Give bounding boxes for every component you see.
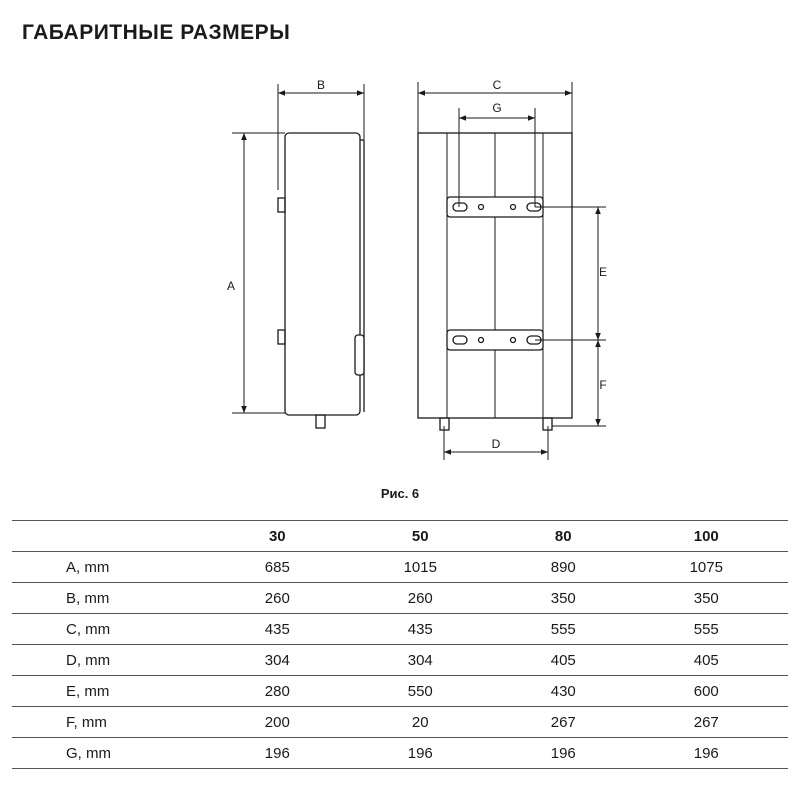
table-cell: 550 (339, 676, 502, 707)
lower-mounting-plate (447, 330, 543, 350)
table-cell: 435 (339, 614, 502, 645)
table-cell: 267 (625, 707, 788, 738)
dimension-b-label: B (316, 78, 326, 92)
upper-mounting-plate (447, 197, 543, 217)
column-header: 50 (339, 521, 502, 552)
row-label: G, mm (12, 738, 216, 769)
table-row (12, 676, 788, 707)
column-header: 80 (502, 521, 625, 552)
table-cell: 555 (502, 614, 625, 645)
table-cell: 200 (216, 707, 339, 738)
table-cell: 555 (625, 614, 788, 645)
figure-caption: Рис. 6 (380, 486, 420, 501)
table-cell: 600 (625, 676, 788, 707)
table-cell: 20 (339, 707, 502, 738)
side-view-pipe (316, 415, 325, 428)
dimension-b (278, 84, 364, 190)
table-cell: 196 (216, 738, 339, 769)
side-view-body (285, 133, 360, 415)
table-cell: 280 (216, 676, 339, 707)
side-view-control-knob (355, 335, 364, 375)
table-cell: 685 (216, 552, 339, 583)
row-label: E, mm (12, 676, 216, 707)
dimension-f-label: F (599, 378, 607, 392)
page-title: ГАБАРИТНЫЕ РАЗМЕРЫ (22, 21, 291, 44)
table-cell: 304 (216, 645, 339, 676)
table-cell: 304 (339, 645, 502, 676)
table-cell: 350 (625, 583, 788, 614)
table-row (12, 645, 788, 676)
table-row (12, 707, 788, 738)
row-label: C, mm (12, 614, 216, 645)
dimension-e-label: E (598, 265, 608, 279)
upper-mount-bracket (278, 198, 285, 212)
table-cell: 196 (339, 738, 502, 769)
dimension-g-label: G (492, 101, 502, 115)
table-row (12, 552, 788, 583)
side-view (278, 133, 364, 428)
table-cell: 405 (625, 645, 788, 676)
column-header: 100 (625, 521, 788, 552)
table-cell: 890 (502, 552, 625, 583)
dimension-c-label: C (492, 78, 502, 92)
table-corner (12, 521, 216, 552)
table-row (12, 738, 788, 769)
row-label: A, mm (12, 552, 216, 583)
row-label: F, mm (12, 707, 216, 738)
table-cell: 1015 (339, 552, 502, 583)
table-row (12, 583, 788, 614)
table-row (12, 614, 788, 645)
row-label: B, mm (12, 583, 216, 614)
dimension-d-label: D (491, 437, 501, 451)
table-cell: 196 (502, 738, 625, 769)
column-header: 30 (216, 521, 339, 552)
dimension-a (232, 133, 285, 413)
table-header-row (12, 521, 788, 552)
table-cell: 350 (502, 583, 625, 614)
dimensions-table (12, 520, 788, 769)
table-cell: 405 (502, 645, 625, 676)
rear-view (418, 133, 572, 430)
row-label: D, mm (12, 645, 216, 676)
table-cell: 267 (502, 707, 625, 738)
table-cell: 435 (216, 614, 339, 645)
table-cell: 430 (502, 676, 625, 707)
table-cell: 196 (625, 738, 788, 769)
dimension-e-f (535, 207, 606, 426)
table-cell: 1075 (625, 552, 788, 583)
table-cell: 260 (216, 583, 339, 614)
dimension-g (459, 108, 535, 207)
dimension-a-label: A (226, 279, 236, 293)
lower-mount-bracket (278, 330, 285, 344)
table-cell: 260 (339, 583, 502, 614)
